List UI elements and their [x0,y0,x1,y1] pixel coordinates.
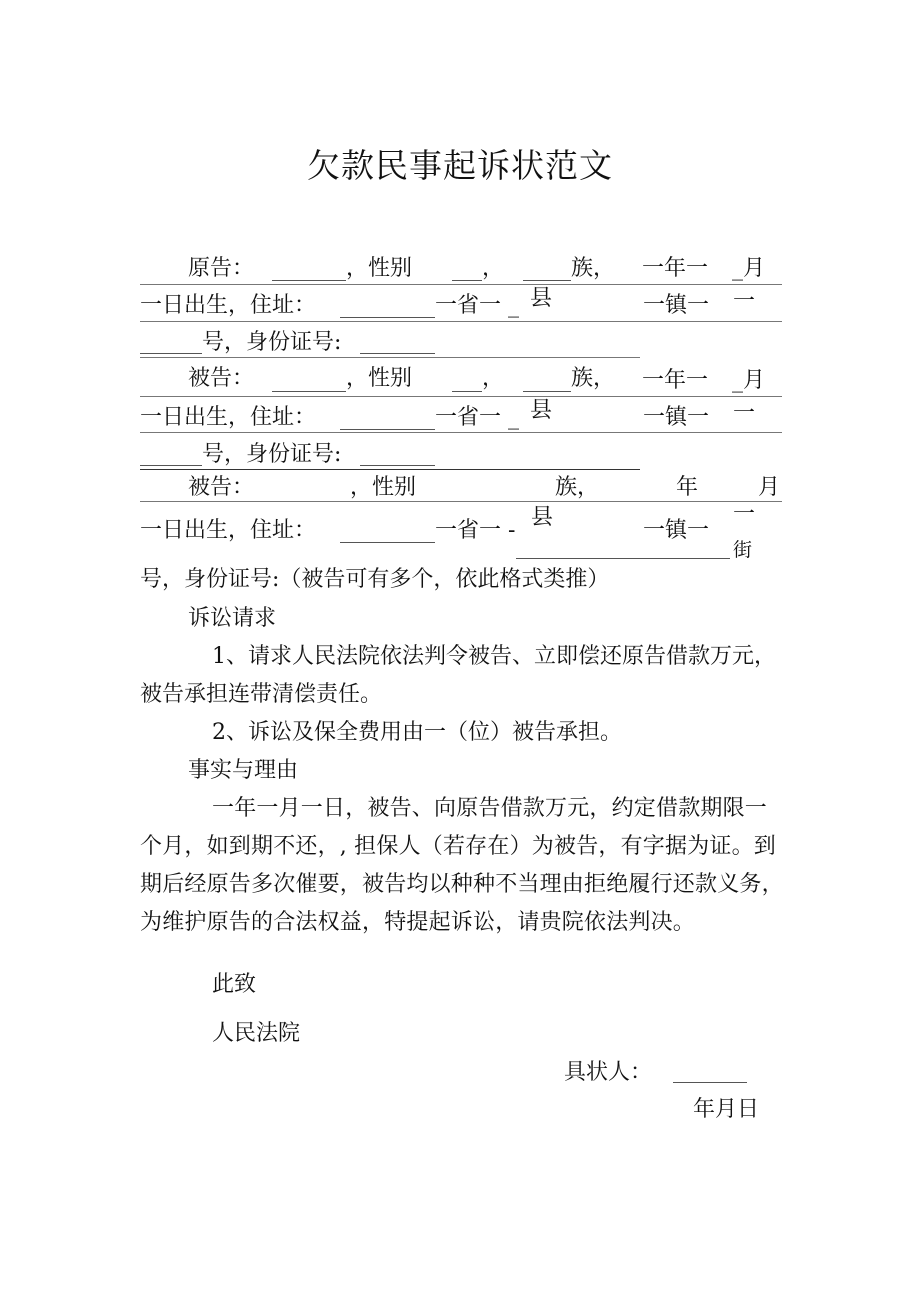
year-label: 一年一 [642,368,709,393]
county-label: 县 [531,505,554,530]
defendant-label: 被告： [188,366,255,391]
id-number-label: 号，身份证号: [202,442,342,467]
month-label: _月 [732,256,766,281]
year-label: 年 [676,475,699,500]
court-name: 人民法院 [212,1021,301,1046]
gender-label: ，性别 [346,366,413,391]
row-rule [140,501,782,502]
claims-section [140,600,785,942]
town-label: 一镇一 [643,518,710,543]
claim-item-1: 1、请求人民法院依法判令被告、立即偿还原告借款万元，被告承担连带清偿责任。 [140,644,776,707]
dash: 一 [733,401,756,426]
comma: ， [482,366,505,391]
id-number-blank [360,353,435,354]
birth-address-label: 一日出生，住址： [140,405,317,430]
street-blank [516,558,730,559]
claim-item-2: 2、诉讼及保全费用由一（位）被告承担。 [212,720,622,745]
row-rule [140,321,782,322]
signer-label: 具状人： [564,1060,653,1085]
signing-date: 年月日 [693,1097,760,1122]
row-rule [140,469,640,470]
row-rule [140,396,782,397]
month-label: _月 [732,368,766,393]
id-number-label: 号，身份证号: [202,330,342,355]
id-number-label: 号，身份证号:（被告可有多个，依此格式类推） [140,567,610,592]
ethnicity-blank [523,280,571,281]
claims-heading: 诉讼请求 [188,606,277,631]
salutation: 此致 [212,972,257,997]
county-label: 县 [530,286,553,311]
town-label: 一镇一 [643,405,710,430]
dash: 一 [733,502,756,527]
defendant-label: 被告： [188,475,255,500]
province-label: 一省一 - [435,518,516,543]
province-label: 一省一 _ [435,293,519,318]
month-label: 月 [758,475,781,500]
county-label: 县 [530,398,553,423]
document-title: 欠款民事起诉状范文 [307,146,613,185]
street-label: 街 [733,539,753,561]
facts-paragraph: 一年一月一日，被告、向原告借款万元，约定借款期限一个月，如到期不还，, 担保人（若存在）为被告，有字据为证。到期后经原告多次催要，被告均以种种不当理由拒绝履行还款义务，为维护原告的合法权益，特提起诉讼，请贵院依法判决。 [140,796,784,935]
ethnicity-label: 族， [555,475,600,500]
address-blank [340,429,435,430]
row-rule [140,432,782,433]
gender-label: ，性别 [350,475,417,500]
signer-blank [673,1082,747,1083]
gender-label: ，性别 [346,256,413,281]
plaintiff-label: 原告： [188,256,255,281]
province-label: 一省一 _ [435,405,519,430]
gender-blank [452,280,482,281]
house-number-blank [140,353,202,354]
dash: 一 [733,289,756,314]
ethnicity-label: 族， [571,366,616,391]
comma: ， [482,256,505,281]
name-blank [272,280,346,281]
id-number-blank [360,465,435,466]
ethnicity-label: 族， [571,256,616,281]
row-rule [140,284,782,285]
year-label: 一年一 [642,256,709,281]
address-blank [340,317,435,318]
ethnicity-blank [523,391,571,392]
town-label: 一镇一 [643,293,710,318]
birth-address-label: 一日出生，住址： [140,293,317,318]
address-blank [340,542,435,543]
house-number-blank [140,465,202,466]
gender-blank [452,391,482,392]
facts-heading: 事实与理由 [188,758,299,783]
row-rule [140,357,640,358]
birth-address-label: 一日出生，住址： [140,518,317,543]
name-blank [272,391,346,392]
